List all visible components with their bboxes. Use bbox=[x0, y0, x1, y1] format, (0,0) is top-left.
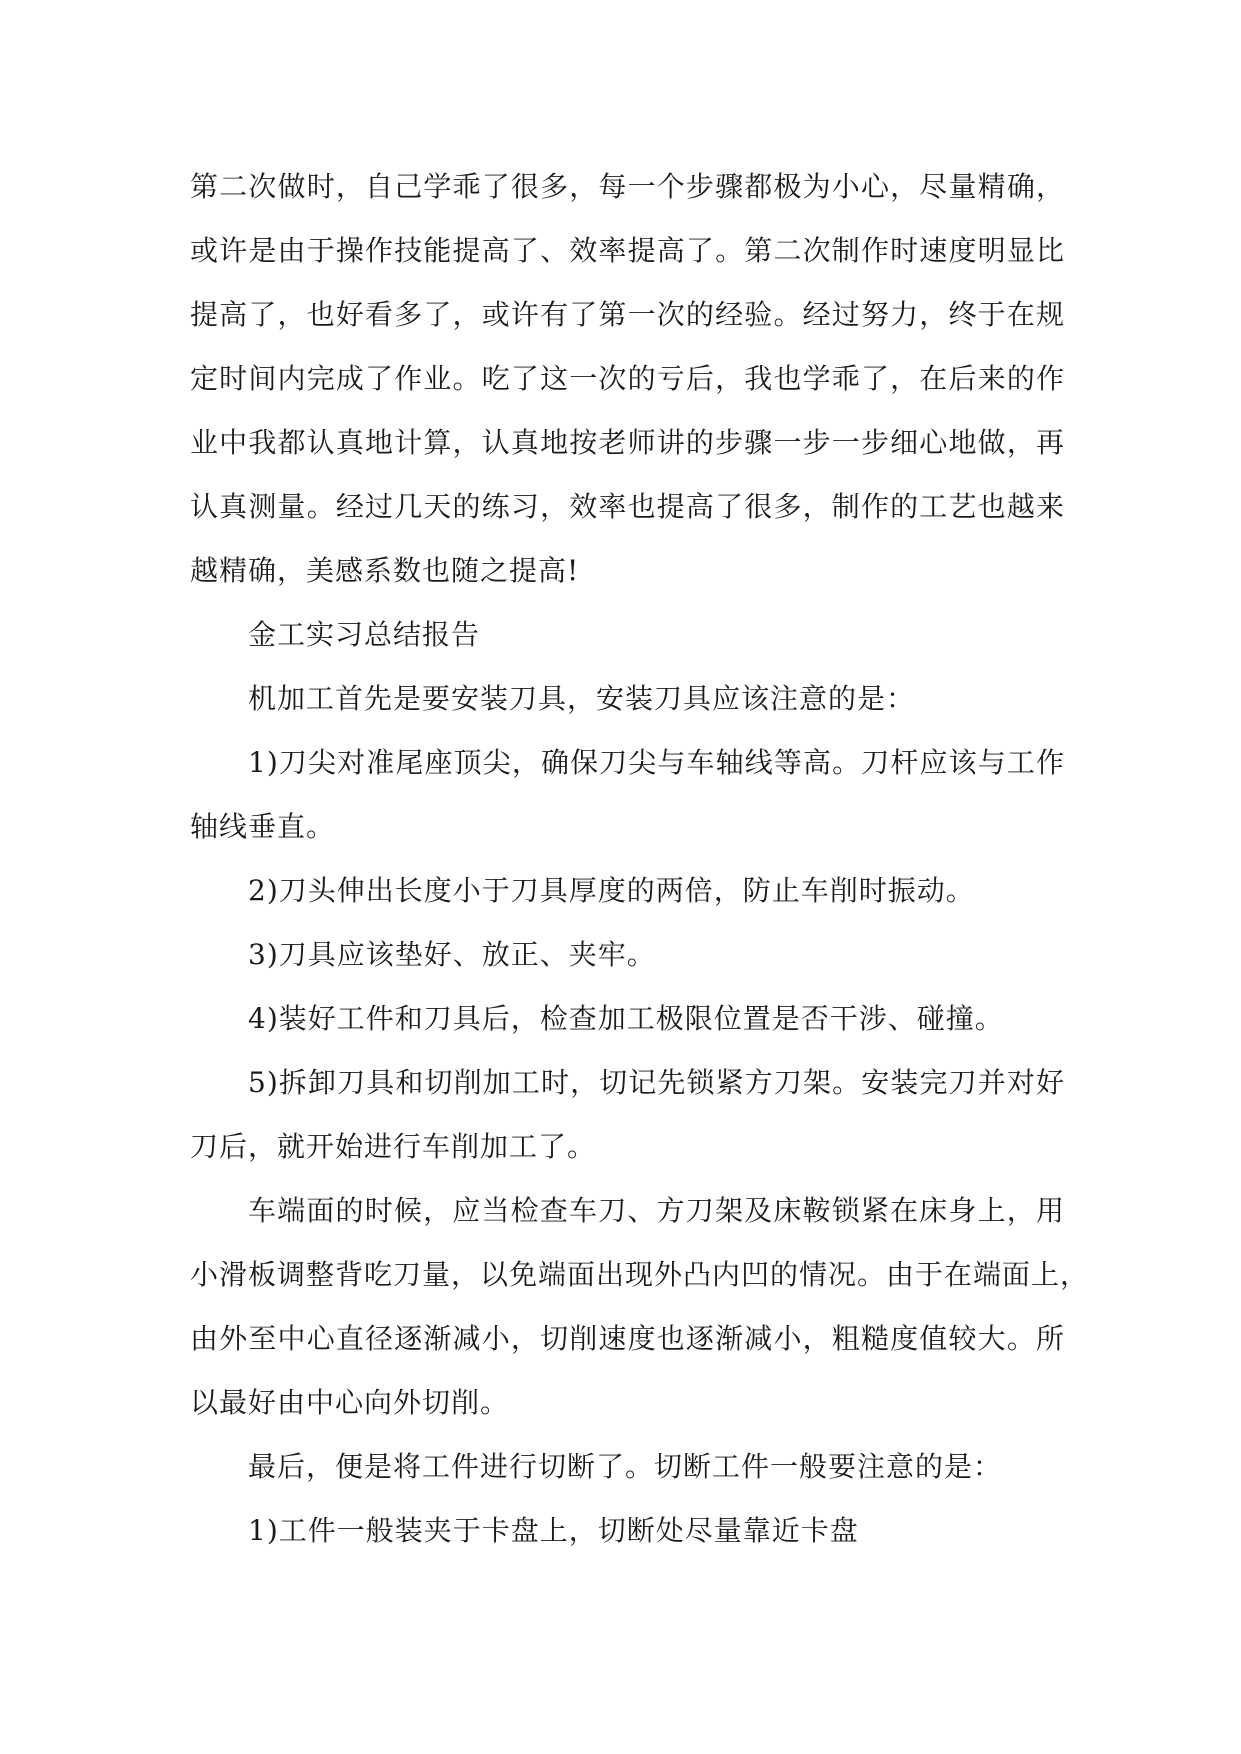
text-line: 车端面的时候，应当检查车刀、方刀架及床鞍锁紧在床身上，用 bbox=[248, 1194, 1065, 1227]
text-line: 业中我都认真地计算，认真地按老师讲的步骤一步一步细心地做，再 bbox=[190, 426, 1065, 459]
list-item: 1)工件一般装夹于卡盘上，切断处尽量靠近卡盘 bbox=[248, 1514, 859, 1547]
list-item: 5)拆卸刀具和切削加工时，切记先锁紧方刀架。安装完刀并对好 bbox=[248, 1066, 1065, 1099]
list-item: 2)刀头伸出长度小于刀具厚度的两倍，防止车削时振动。 bbox=[248, 874, 975, 907]
text-line: 或许是由于操作技能提高了、效率提高了。第二次制作时速度明显比 bbox=[190, 234, 1065, 267]
text-line: 由外至中心直径逐渐减小，切削速度也逐渐减小，粗糙度值较大。所 bbox=[190, 1322, 1065, 1355]
text-line: 提高了，也好看多了，或许有了第一次的经验。经过努力，终于在规 bbox=[190, 298, 1065, 331]
document-body bbox=[190, 155, 1090, 1563]
text-line: 第二次做时，自己学乖了很多，每一个步骤都极为小心，尽量精确， bbox=[190, 170, 1065, 203]
text-line: 机加工首先是要安装刀具，安装刀具应该注意的是： bbox=[248, 682, 916, 715]
text-line: 以最好由中心向外切削。 bbox=[190, 1386, 510, 1419]
section-heading: 金工实习总结报告 bbox=[248, 618, 481, 651]
list-item: 1)刀尖对准尾座顶尖，确保刀尖与车轴线等高。刀杆应该与工作 bbox=[248, 746, 1065, 779]
list-item: 4)装好工件和刀具后，检查加工极限位置是否干涉、碰撞。 bbox=[248, 1002, 1004, 1035]
text-line: 刀后，就开始进行车削加工了。 bbox=[190, 1130, 597, 1163]
text-line: 定时间内完成了作业。吃了这一次的亏后，我也学乖了，在后来的作 bbox=[190, 362, 1065, 395]
text-line: 小滑板调整背吃刀量，以免端面出现外凸内凹的情况。由于在端面上， bbox=[190, 1258, 1090, 1291]
list-item: 3)刀具应该垫好、放正、夹牢。 bbox=[248, 938, 656, 971]
text-line: 最后，便是将工件进行切断了。切断工件一般要注意的是： bbox=[248, 1450, 1003, 1483]
text-line: 认真测量。经过几天的练习，效率也提高了很多，制作的工艺也越来 bbox=[190, 490, 1065, 523]
text-line: 越精确，美感系数也随之提高! bbox=[190, 554, 580, 587]
text-line: 轴线垂直。 bbox=[190, 810, 336, 843]
